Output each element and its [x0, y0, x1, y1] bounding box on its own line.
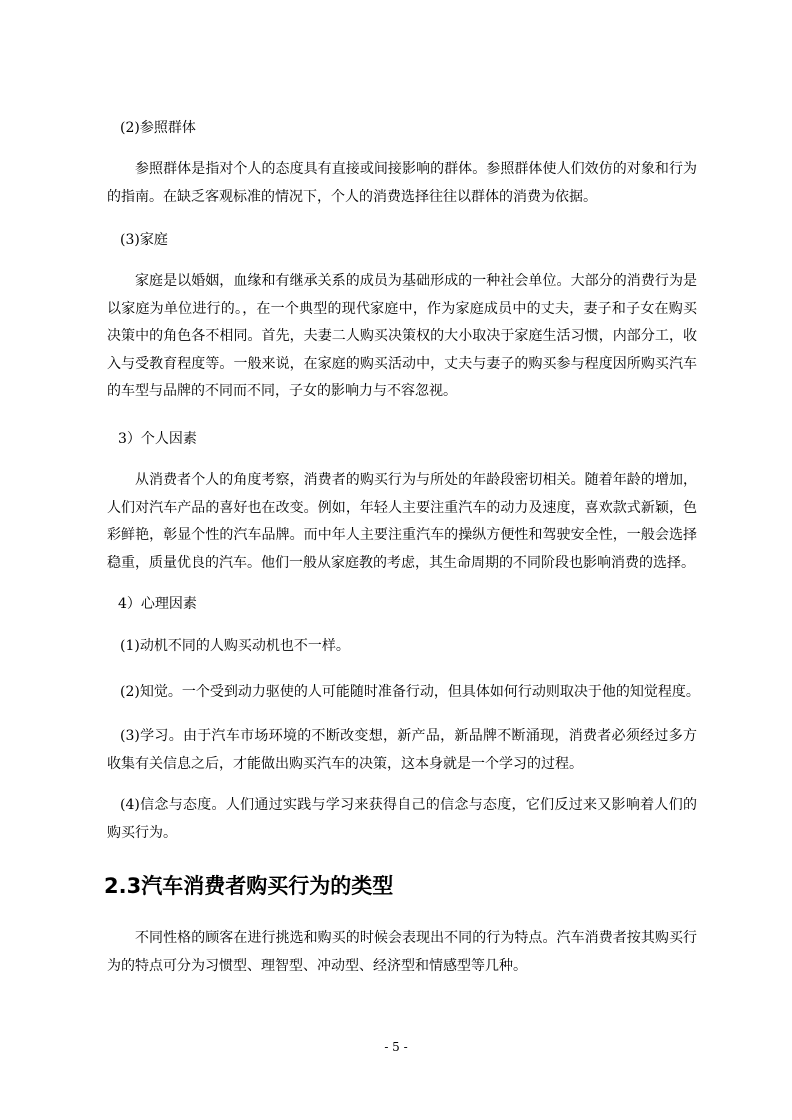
list-item-motive: (1)动机不同的人购买动机也不一样。	[120, 638, 350, 654]
list-item-learning: (3)学习。由于汽车市场环境的不断改变想，新产品，新品牌不断涌现，消费者必须经过多方收集有关信息之后，才能做出购买汽车的决策，这本身就是一个学习的过程。	[107, 728, 697, 772]
page-number: - 5 -	[384, 1040, 408, 1054]
paragraph-family: 家庭是以婚姻，血缘和有继承关系的成员为基础形成的一种社会单位。大部分的消费行为是以家庭为单位进行的。，在一个典型的现代家庭中，作为家庭成员中的丈夫，妻子和子女在购买决策中的角色各不相同。首先，夫妻二人购买决策权的大小取决于家庭生活习惯，内部分工，收入与受教育程度等。一般来说，在家庭的购买活动中，丈夫与妻子的购买参与程度因所购买汽车的车型与品牌的不同而不同，子女的影响力与不容忽视。	[107, 273, 697, 399]
heading-psychological-factors: 4）心理因素	[118, 596, 197, 612]
paragraph-reference-group: 参照群体是指对个人的态度具有直接或间接影响的群体。参照群体使人们效仿的对象和行为的指南。在缺乏客观标准的情况下，个人的消费选择往往以群体的消费为依据。	[107, 161, 697, 205]
paragraph-purchase-types: 不同性格的顾客在进行挑选和购买的时候会表现出不同的行为特点。汽车消费者按其购买行为的特点可分为习惯型、理智型、冲动型、经济型和情感型等几种。	[107, 930, 697, 974]
section-heading: 2.3汽车消费者购买行为的类型	[104, 874, 394, 898]
subheading-reference-group: (2)参照群体	[120, 120, 196, 136]
list-item-perception: (2)知觉。一个受到动力驱使的人可能随时准备行动，但具体如何行动则取决于他的知觉程度。	[120, 684, 700, 700]
paragraph-personal-factors: 从消费者个人的角度考察，消费者的购买行为与所处的年龄段密切相关。随着年龄的增加，人们对汽车产品的喜好也在改变。例如，年轻人主要注重汽车的动力及速度，喜欢款式新颖，色彩鲜艳，彰显个性的汽车品牌。而中年人主要注重汽车的操纵方便性和驾驶安全性，一般会选择稳重，质量优良的汽车。他们一般从家庭教的考虑，其生命周期的不同阶段也影响消费的选择。	[107, 472, 697, 571]
subheading-family: (3)家庭	[120, 232, 168, 248]
heading-personal-factors: 3）个人因素	[118, 431, 197, 447]
list-item-belief: (4)信念与态度。人们通过实践与学习来获得自己的信念与态度，它们反过来又影响着人们的购买行为。	[107, 797, 697, 841]
